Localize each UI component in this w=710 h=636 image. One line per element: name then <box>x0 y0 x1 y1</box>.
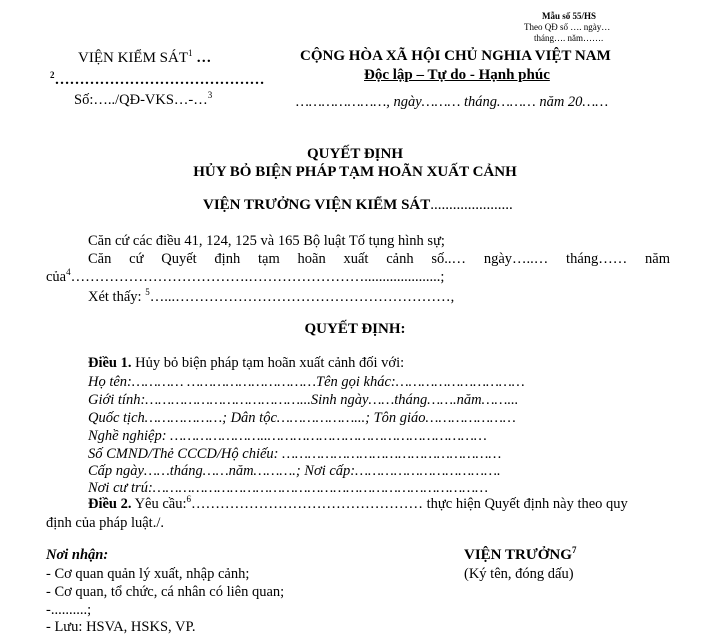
basis-line-3: của$^4$……………………………….…………………….....................; <box>46 267 445 285</box>
issuer-title: VIỆN TRƯỞNG VIỆN KIỂM SÁT...................... <box>203 197 513 213</box>
article-2-line-2: định của pháp luật./. <box>46 515 164 531</box>
recipient-item: - Cơ quan, tổ chức, cá nhân có liên quan; <box>46 584 285 600</box>
document-subtitle: HỦY BỎ BIỆN PHÁP TẠM HOÃN XUẤT CẢNH <box>193 164 517 180</box>
form-decision-ref: Theo QĐ số …. ngày… <box>524 22 611 32</box>
decision-heading: QUYẾT ĐỊNH: <box>304 321 406 337</box>
basis-line-2: Căn cứ Quyết định tạm hoãn xuất cảnh số..… ngày…..… tháng…… năm <box>88 251 670 267</box>
agency-name: VIỆN KIỂM SÁT$^1$ … <box>78 48 212 66</box>
recipient-item: - Cơ quan quản lý xuất, nhập cảnh; <box>46 566 250 582</box>
form-decision-date: tháng…. năm……. <box>534 33 604 43</box>
field-gender-dob: Giới tính:………………………………...Sinh ngày……tháng…….năm……... <box>88 392 519 408</box>
document-title: QUYẾT ĐỊNH <box>307 146 403 162</box>
field-occupation: Nghề nghiệp: …………………..…………………………………………… <box>88 428 487 444</box>
field-residence: Nơi cư trú:…………………………………………………………………… <box>88 480 488 496</box>
basis-line-1: Căn cứ các điều 41, 124, 125 và 165 Bộ luật Tố tụng hình sự; <box>88 233 445 249</box>
field-nationality: Quốc tịch………………; Dân tộc………………...; Tôn giáo………………… <box>88 410 516 426</box>
place-date-line: …………………, ngày……… tháng……… năm 20…… <box>296 94 609 110</box>
recipients-heading: Nơi nhận: <box>46 547 109 563</box>
document-number: Số:…../QĐ-VKS…-…$^3$ <box>74 90 213 108</box>
field-full-name: Họ tên:………… …………………………Tên gọi khác:………………………… <box>88 374 525 390</box>
field-issue-date: Cấp ngày……tháng……năm……….; Nơi cấp:……………………………. <box>88 463 501 479</box>
considering-line: Xét thấy: $^5$…...…………………………………………………, <box>88 287 455 305</box>
article-2-line-1: Điều 2. Yêu cầu:$^6$………………………………………… thực hiện Quyết định này theo quy <box>88 494 628 512</box>
form-number: Mẫu số 55/HS <box>542 11 597 21</box>
national-motto: Độc lập – Tự do - Hạnh phúc <box>364 67 550 83</box>
signature-note: (Ký tên, đóng dấu) <box>464 566 574 582</box>
recipient-item: - Lưu: HSVA, HSKS, VP. <box>46 619 196 635</box>
nation-title: CỘNG HÒA XÃ HỘI CHỦ NGHIA VIỆT NAM <box>300 48 611 64</box>
sub-agency-line: $^2$…………………………………… <box>50 70 265 88</box>
field-id-number: Số CMND/Thẻ CCCD/Hộ chiếu: …………………………………………… <box>88 446 502 462</box>
signature-title: VIỆN TRƯỞNG$^7$ <box>464 545 577 563</box>
article-1-intro: Điều 1. Hủy bỏ biện pháp tạm hoãn xuất cảnh đối với: <box>88 355 405 371</box>
recipient-item: -..........; <box>46 602 92 618</box>
